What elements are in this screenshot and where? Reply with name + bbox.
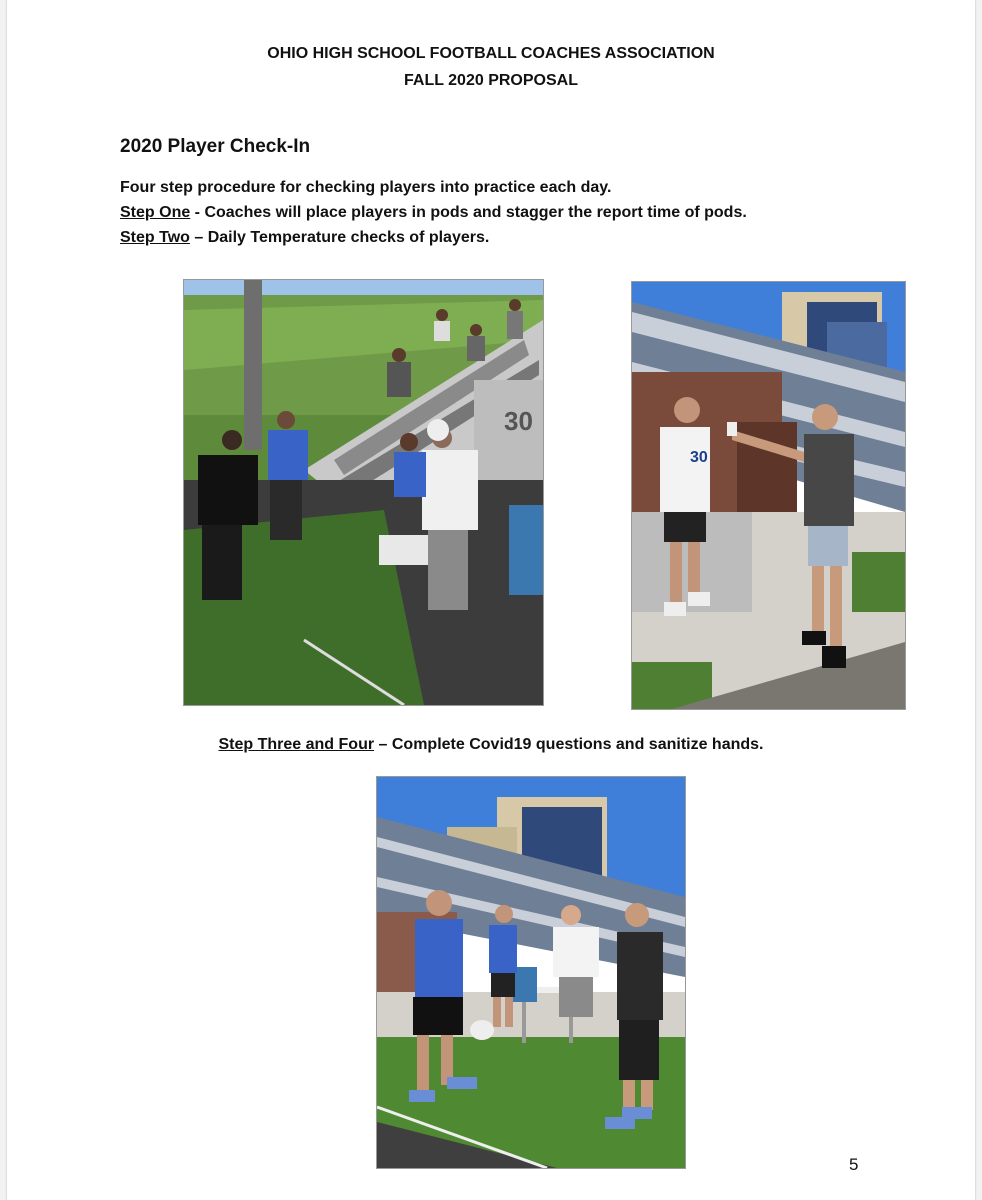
photo-players-at-stairs-image xyxy=(184,280,543,705)
header-line-1: OHIO HIGH SCHOOL FOOTBALL COACHES ASSOCIATION xyxy=(267,45,715,62)
step-three-four-label: Step Three and Four xyxy=(218,736,375,753)
step-two-text: – Daily Temperature checks of players. xyxy=(189,229,490,246)
step-three-four-text: – Complete Covid19 questions and sanitize hands. xyxy=(374,736,764,753)
step-three-four-line xyxy=(7,736,975,754)
section-title: 2020 Player Check-In xyxy=(120,136,311,157)
procedure-text xyxy=(120,175,747,250)
photo-sanitizing-station xyxy=(376,776,686,1169)
svg-text:30: 30 xyxy=(504,406,533,436)
document-header xyxy=(7,40,975,94)
step-two-line xyxy=(120,225,747,250)
intro-line: Four step procedure for checking players into practice each day. xyxy=(120,179,612,196)
photo-temperature-check xyxy=(631,281,906,710)
step-one-label: Step One xyxy=(120,204,191,221)
photo-players-at-stairs xyxy=(183,279,544,706)
document-page xyxy=(7,0,975,1200)
photo-temperature-check-image xyxy=(632,282,905,709)
svg-text:30: 30 xyxy=(690,449,708,466)
header-line-2: FALL 2020 PROPOSAL xyxy=(404,72,578,89)
page-number: 5 xyxy=(849,1155,859,1174)
photo-sanitizing-station-image xyxy=(377,777,685,1168)
step-one-line xyxy=(120,200,747,225)
step-one-text: - Coaches will place players in pods and stagger the report time of pods. xyxy=(190,204,747,221)
step-two-label: Step Two xyxy=(120,229,190,246)
